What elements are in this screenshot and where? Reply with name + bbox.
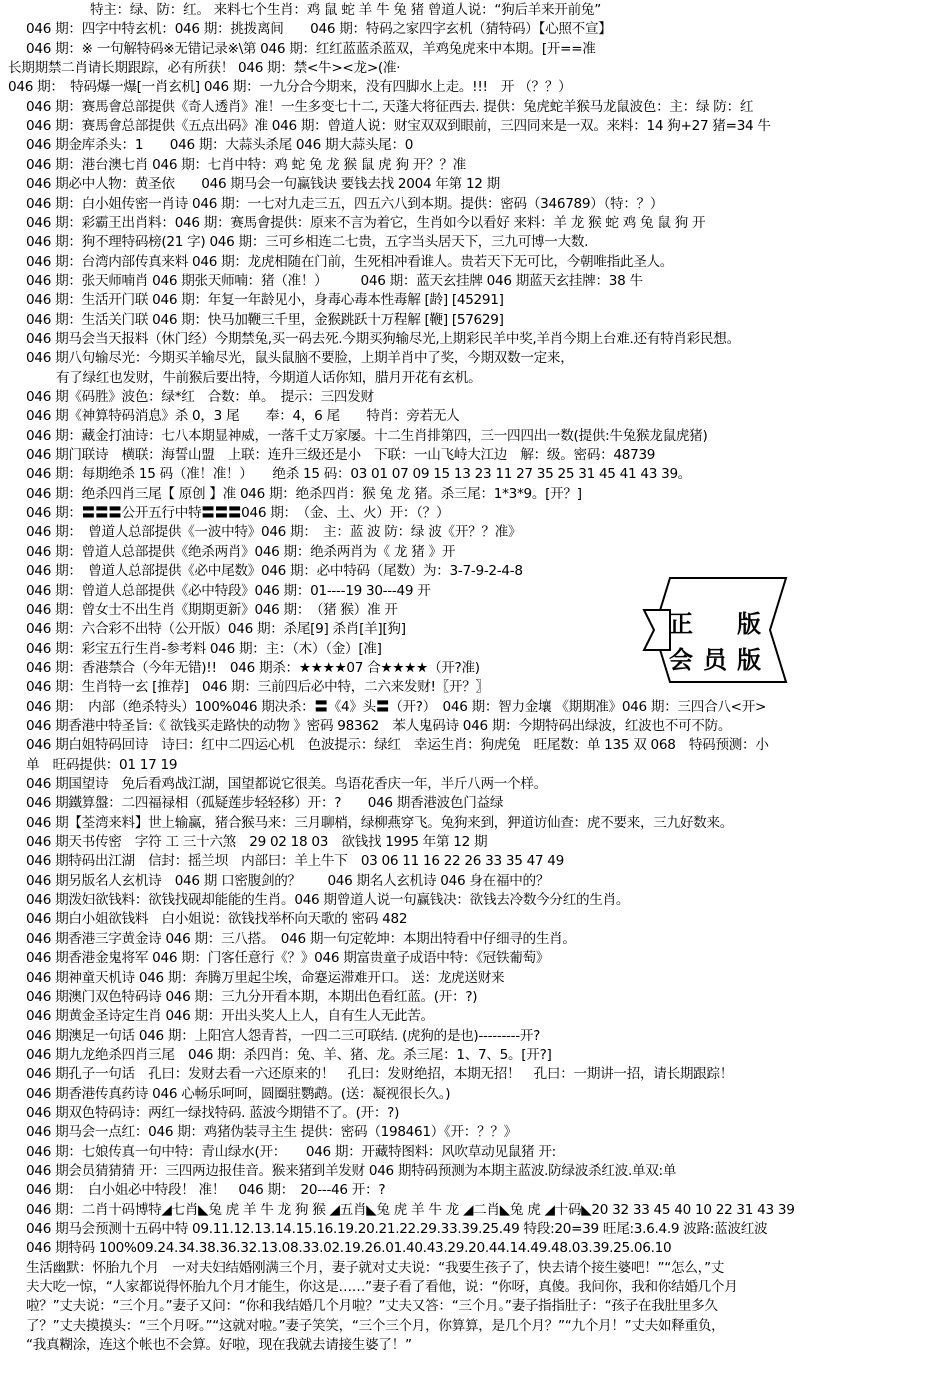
text-line: 046 期【荃湾来料】世上输赢，猪合猴马来：三月聊梢，绿柳燕穿飞。兔狗来到，狎道访仙查：虎不要来，三九好数来。 [26,814,734,831]
official-member-badge [640,570,800,690]
text-line: 啦？”丈夫说：“三个月。”妻子又问：“你和我结婚几个月啦？”丈夫又答：“三个月。”妻子指指肚子：“孩子在我肚里多久 [26,1298,718,1315]
text-line: 046 期：六合彩不出特（公开版）046 期：杀尾[9] 杀肖[羊][狗] [26,621,406,638]
text-line: “我真糊涂，连这个帐也不会算。好啦，现在我就去请接生婆了！” [26,1337,412,1354]
badge-line-1: 正 版 [669,609,771,638]
text-line: 046 期马会当天报料（休门经）今期禁兔,买一码去死.今期买狗输尽光,上期彩民羊中奖,羊肖今期上台难.还有特肖彩民想。 [26,330,740,347]
text-line: 046 期会员猜猜猜 开：三四两边报佳音。猴来猪到羊发财 046 期特码预测为本期主蓝波.防绿波杀红波.单双:单 [26,1163,677,1179]
text-line: 046 期《神算特码消息》杀 0，3 尾 奉：4，6 尾 特肖：旁若无人 [26,408,460,425]
text-line: 046 期：狗不理特码榜(21 字) 046 期：三可乡相连二七贵，五字当头居天下，三九可博一大数. [26,234,589,251]
text-line: 046 期： 曾道人总部提供《必中尾数》046 期：必中特码（尾数）为：3-7-9-2-4-8 [26,563,523,580]
text-line: 046 期双色特码诗：两红一绿找特码. 蓝波今期错不了。(开：?) [26,1104,400,1121]
text-line: 046 期孔子一句话 孔曰：发财去看一六还原来的！ 孔曰：发财绝招，本期无招！ 孔曰：一期讲一招，请长期跟踪！ [26,1066,734,1083]
text-line: 046 期特码 100%09.24.34.38.36.32.13.08.33.02.19.26.01.40.43.29.20.44.14.49.48.03.39.25.06.10 [26,1240,672,1257]
text-line: 046 期泼妇欲钱料：欲钱找砚却能能的生肖。046 期曾道人说一句赢钱决：欲钱去冷数今分红的生肖。 [26,892,630,909]
text-line: 046 期：曾道人总部提供《绝杀两肖》046 期：绝杀两肖为《 龙 猪 》开 [26,543,456,560]
text-line: 046 期天书传密 字符 工 三十六煞 29 02 18 03 欲钱找 1995 年第 12 期 [26,834,488,851]
text-line: 046 期：生活开门联 046 期：年复一年龄见小，身毒心毒本性毒解 [龄] [45291] [26,292,504,309]
text-line: 046 期《码胜》波色：绿*红 合数：单。 提示：三四发财 [26,389,374,405]
text-line: 046 期：每期绝杀 15 码（准！准！） 绝杀 15 码：03 01 07 09 15 13 23 11 27 35 25 31 45 41 43 39。 [26,466,692,483]
text-line: 046 期另版名人玄机诗 046 期 口密腹剑的？ 046 期名人玄机诗 046 身在福中的？ [26,872,550,889]
text-line: 046 期白小姐欲钱料 白小姐说：欲钱找举杯向天歌的 密码 482 [26,911,408,928]
text-line: 046 期：白小姐传密一肖诗 046 期：一七对九走三五，四五六八到本期。提供：密码（346789）（特：？） [26,195,664,212]
text-line: 046 期黄金圣诗定生肖 046 期：开出头奖人上人，自有生人无此苦。 [26,1008,434,1025]
text-line: 了？”丈夫摸摸头：“三个月呀。”“这就对啦。”妻子笑笑，“三个三个月，你算算，是几个月？”“九个月！”丈夫如释重负， [26,1317,725,1334]
text-line: 046 期： 白小姐必中特段！ 准！ 046 期： 20---46 开：? [26,1182,386,1199]
text-line: 046 期：香港禁合（今年无错)!! 046 期杀：★★★★07 合★★★★（开?准) [26,659,480,676]
text-line: 046 期：赛馬會总部提供《五点出码》准 046 期：曾道人说：财宝双双到眼前，三四同来是一双。来料：14 狗+27 猪=34 牛 [26,118,771,135]
text-line: 046 期： 内部（绝杀特头）100%046 期决杀：〓《4》头〓（开?） 046 期：智力金壤 《期期准》046 期：三四合八<开> [26,698,767,715]
text-line: 有了绿红也发财，牛前猴后要出特，今期道人话你知，腊月开花有玄机。 [56,369,482,386]
text-line: 046 期：曾女士不出生肖《期期更新》046 期： （猪 猴）准 开 [26,601,398,618]
text-line: 046 期九龙绝杀四肖三尾 046 期：杀四肖：兔、羊、猪、龙。杀三尾：1、7、5。[开?] [26,1046,552,1063]
text-line: 046 期：赛馬會总部提供《奇人透肖》准！一生多变七十二, 天蓬大将征西去. 提供：兔虎蛇羊猴马龙鼠波色：主：绿 防：红 [26,98,754,115]
text-line: 046 期：四字中特玄机：046 期：挑拨离间 046 期：特码之家四字玄机（猜特码）【心照不宣】 [26,21,612,38]
text-line: 046 期：七娘传真一句中特：青山绿水(开： 046 期：开藏特图料：风吹草动见鼠猪 开: [26,1143,556,1160]
text-line: 046 期必中人物：黄圣依 046 期马会一句赢钱诀 要钱去找 2004 年第 12 期 [26,176,500,193]
text-line: 046 期马会预测十五码中特 09.11.12.13.14.15.16.19.20.21.22.29.33.39.25.49 特段:20=39 旺尾:3.6.4.9 波路:蓝波红波 [26,1221,768,1238]
text-line: 046 期：生肖特一玄 [推荐] 046 期：三前四后必中特，二六来发财!〖开？〗 [26,679,489,696]
text-line: 046 期：港台澳七肖 046 期：七肖中特：鸡 蛇 兔 龙 猴 鼠 虎 狗 开？？准 [26,156,466,173]
text-line: 046 期香港中特圣旨:《 欲钱买走路快的动物 》密码 98362 苯人鬼码诗 046 期：今期特码出绿波，红波也不可不防。 [26,717,732,734]
text-line: 046 期马会一点红：046 期：鸡猪伪装寻主生 提供：密码（198461）《开：？？》 [26,1124,517,1141]
text-line: 046 期白姐特码回诗 诗曰：红中二四运心机 色波提示：绿红 幸运生肖：狗虎兔 旺尾数：单 135 双 068 特码预测：小 [26,737,769,754]
text-line: 夫大吃一惊，“人家都说得怀胎九个月才能生，你这是……”妻子看了看他，说：“你呀，真傻。我问你，我和你结婚几个月 [26,1279,738,1296]
text-line: 046 期香港传真药诗 046 心畅乐呵呵，圆圈驻鹦鹉。(送：凝视很长久。) [26,1085,451,1102]
text-line: 046 期：※ 一句解特码※无错记录※\第 046 期：红红蓝蓝杀蓝双，羊鸡兔虎来中本期。[开==准 [26,40,596,57]
text-line: 046 期：二肖十码博特◢七肖◣兔 虎 羊 牛 龙 狗 猴 ◢五肖◣兔 虎 羊 牛 龙 ◢二肖◣兔 虎 ◢十码◣20 32 33 45 40 10 22 31 43 39 [26,1201,795,1218]
text-line: 046 期： 曾道人总部提供《一波中特》046 期： 主：蓝 波 防：绿 波《开？？准》 [26,524,522,541]
text-line: 046 期特码出江湖 信封：摇兰坝 内部曰：羊上牛下 03 06 11 16 22 26 33 35 47 49 [26,853,564,870]
text-line: 046 期香港金鬼将军 046 期：门客任意行《？》046 期富贵童子成语中特：《冠铁葡萄》 [26,950,550,967]
text-line: 046 期香港三字黄金诗 046 期：三八搭。 046 期一句定乾坤：本期出特看中仔细寻的生肖。 [26,930,576,947]
badge-line-2: 会员版 [669,645,771,674]
text-line: 046 期：〓〓〓公开五行中特〓〓〓046 期： （金、土、火）开：（？） [26,505,450,522]
text-line: 046 期：藏金打油诗：七八本期显神威，一落千丈万家屡。十二生肖排第四，三一四四出一数(提供:牛兔猴龙鼠虎猪) [26,427,708,444]
text-line: 046 期门联诗 横联：海誓山盟 上联：连升三级还是小 下联：一山飞峙大江边 解：级。密码：48739 [26,447,656,464]
text-line: 046 期：台湾内部传真来料 046 期：龙虎相随在门前，生死相冲看谁人。贵若天下无可比，今朝唯指此圣人。 [26,253,674,270]
text-line: 046 期澳足一句话 046 期：上阳宫人怨青苔，一四二三可联结. (虎狗的是也)---------开? [26,1027,541,1044]
text-line: 长期期禁二肖请长期跟踪，必有所获！ 046 期：禁<牛><龙>(准· [8,60,401,77]
text-line: 特主：绿、防：红。 来料七个生肖：鸡 鼠 蛇 羊 牛 兔 猪 曾道人说：“狗后羊来开前兔” [90,2,601,18]
text-line: 046 期：彩霸王出肖料：046 期：赛馬會提供：原来不言为着它，生肖如今以看好 来料：羊 龙 猴 蛇 鸡 兔 鼠 狗 开 [26,214,706,231]
text-line: 046 期鐵算盤：二四福禄相（孤疑莲步轻轻移）开：? 046 期香港波色门益绿 [26,795,504,812]
text-line: 046 期国望诗 免后看鸡战江湖，国望都说它很美。鸟语花香庆一年，半斤八两一个样。 [26,776,547,792]
text-line: 046 期：生活关门联 046 期：快马加鞭三千里，金猴跳跃十万程解 [鞭] [57629] [26,311,504,328]
text-line: 046 期金库杀头：1 046 期：大蒜头杀尾 046 期大蒜头尾：0 [26,137,414,154]
text-line: 046 期：绝杀四肖三尾【 原创 】准 046 期：绝杀四肖：猴 兔 龙 猪。杀三尾：1*3*9。[开？] [26,485,582,502]
text-line: 046 期：张天师喃肖 046 期张天师喃：猪（准！） 046 期：蓝天玄挂牌 046 期蓝天玄挂牌：38 牛 [26,272,643,289]
text-line: 046 期神童天机诗 046 期：奔腾万里起尘埃，命蹇运滞难开口。 送：龙虎送财来 [26,969,505,986]
text-line: 046 期澳门双色特码诗 046 期：三九分开看本期，本期出色看红蓝。(开：?) [26,988,478,1005]
text-line: 046 期：曾道人总部提供《必中特段》046 期：01----19 30---49 开 [26,582,431,599]
text-line: 046 期： 特码爆一爆[一肖玄机] 046 期：一九分合今期来，没有四脚水上走。!!! 开 （？？） [8,79,572,96]
text-line: 单 旺码提供：01 17 19 [26,756,178,773]
text-line: 046 期八句输尽光：今期买羊输尽光，鼠头鼠脑不要脸，上期羊肖中了奖，今期双数一定来， [26,350,574,367]
text-line: 生活幽默：怀胎九个月 一对夫妇结婚刚满三个月，妻子就对丈夫说：“我要生孩子了，快去请个接生婆吧！”“怎么，”丈 [26,1259,725,1276]
text-line: 046 期：彩宝五行生肖-参考料 046 期：主：（木）（金）[准] [26,640,382,657]
